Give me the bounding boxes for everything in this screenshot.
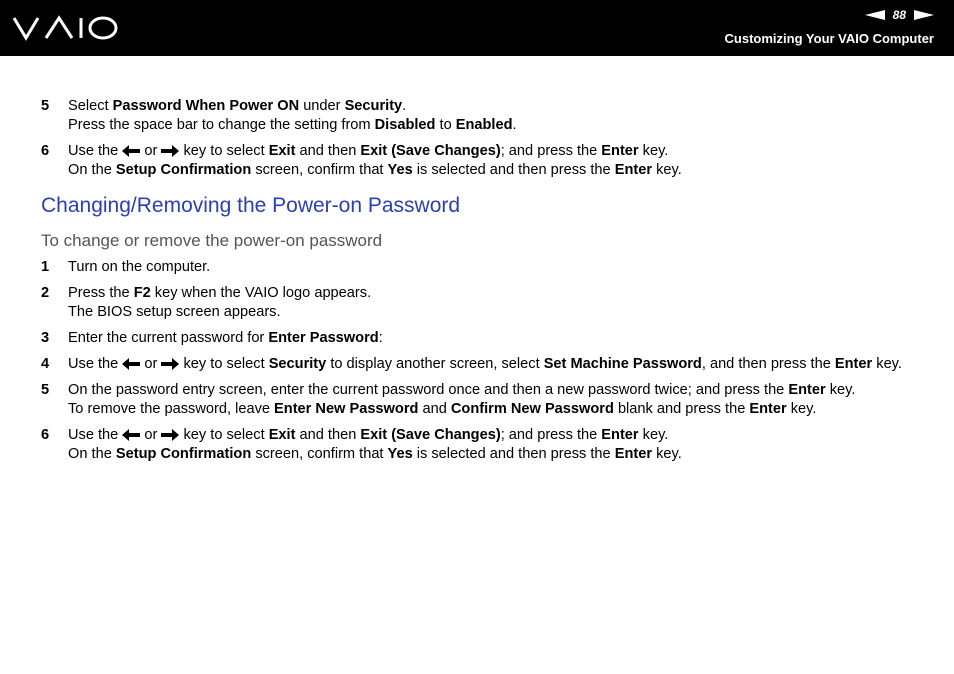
step-text-line bbox=[68, 381, 921, 400]
emphasized-term: Disabled bbox=[374, 117, 436, 133]
step-number: 6 bbox=[41, 427, 50, 443]
step-text-line bbox=[68, 329, 921, 348]
right-arrow-key-icon bbox=[161, 429, 179, 441]
text-run: key. bbox=[652, 162, 682, 178]
step-text-line bbox=[68, 355, 921, 374]
text-run: , and then press the bbox=[701, 356, 835, 372]
emphasized-term: Exit bbox=[268, 427, 296, 443]
emphasized-term: Set Machine Password bbox=[543, 356, 702, 372]
emphasized-term: Confirm New Password bbox=[450, 401, 614, 417]
previous-page-icon[interactable] bbox=[865, 10, 885, 20]
text-run: To remove the password, leave bbox=[68, 401, 275, 417]
section-heading: Changing/Removing the Power-on Password bbox=[41, 194, 461, 217]
emphasized-term: Enter bbox=[614, 446, 653, 462]
procedure-heading: To change or remove the power-on password bbox=[41, 231, 383, 250]
emphasized-term: Setup Confirmation bbox=[115, 446, 252, 462]
vaio-logo bbox=[12, 14, 120, 42]
emphasized-term: Enter bbox=[601, 143, 639, 159]
page-number: 88 bbox=[892, 8, 906, 22]
text-run: . bbox=[512, 117, 517, 133]
list-item bbox=[41, 142, 921, 180]
text-run: Use the bbox=[68, 356, 123, 372]
step-text-line bbox=[68, 116, 921, 135]
step-number: 6 bbox=[41, 143, 50, 159]
text-run: Select bbox=[68, 98, 113, 114]
emphasized-term: Enter bbox=[749, 401, 787, 417]
steps-list-a bbox=[41, 97, 921, 180]
text-run: to bbox=[435, 117, 456, 133]
emphasized-term: Enter bbox=[834, 356, 873, 372]
page-content bbox=[41, 97, 921, 471]
text-run: key when the VAIO logo appears. bbox=[150, 285, 372, 301]
list-item bbox=[41, 381, 921, 419]
step-text-line bbox=[68, 142, 921, 161]
text-run: key. bbox=[825, 382, 856, 398]
text-run: key to select bbox=[179, 356, 269, 372]
text-run: and bbox=[418, 401, 451, 417]
text-run: key. bbox=[638, 427, 669, 443]
text-run: key. bbox=[652, 446, 682, 462]
emphasized-term: Setup Confirmation bbox=[115, 162, 252, 178]
text-run: Enter the current password for bbox=[68, 330, 269, 346]
text-run: screen, confirm that bbox=[251, 162, 388, 178]
emphasized-term: Enter bbox=[788, 382, 826, 398]
list-item bbox=[41, 258, 921, 277]
text-run: Use the bbox=[68, 143, 123, 159]
step-number: 4 bbox=[41, 356, 50, 372]
step-number: 3 bbox=[41, 330, 50, 346]
emphasized-term: F2 bbox=[133, 285, 151, 301]
left-arrow-key-icon bbox=[122, 145, 140, 157]
text-run: key to select bbox=[179, 427, 269, 443]
text-run: Use the bbox=[68, 427, 123, 443]
text-run: key. bbox=[638, 143, 669, 159]
emphasized-term: Enter Password bbox=[268, 330, 379, 346]
step-text-line bbox=[68, 400, 921, 419]
text-run: key. bbox=[786, 401, 817, 417]
step-text-line bbox=[68, 284, 921, 303]
text-run: to display another screen, select bbox=[326, 356, 544, 372]
text-run: On the bbox=[68, 162, 116, 178]
emphasized-term: Yes bbox=[387, 446, 413, 462]
text-run: Turn on the computer. bbox=[68, 259, 211, 275]
right-arrow-key-icon bbox=[161, 358, 179, 370]
text-run: : bbox=[378, 330, 383, 346]
left-arrow-key-icon bbox=[122, 429, 140, 441]
step-text-line bbox=[68, 426, 921, 445]
emphasized-term: Security bbox=[344, 98, 403, 114]
list-item bbox=[41, 97, 921, 135]
step-text-line bbox=[68, 445, 921, 464]
section-title: Customizing Your VAIO Computer bbox=[724, 31, 934, 46]
text-run: Press the space bar to change the setting from bbox=[68, 117, 375, 133]
text-run: ; and press the bbox=[500, 427, 602, 443]
text-run: The BIOS setup screen appears. bbox=[68, 304, 281, 320]
emphasized-term: Password When Power ON bbox=[112, 98, 300, 114]
emphasized-term: Enter bbox=[614, 162, 653, 178]
page-navigation bbox=[865, 7, 934, 23]
text-run: is selected and then press the bbox=[412, 162, 615, 178]
right-arrow-key-icon bbox=[161, 145, 179, 157]
emphasized-term: Enter New Password bbox=[274, 401, 419, 417]
left-arrow-key-icon bbox=[122, 358, 140, 370]
text-run: ; and press the bbox=[500, 143, 602, 159]
text-run: blank and press the bbox=[613, 401, 750, 417]
step-number: 5 bbox=[41, 382, 50, 398]
step-text-line bbox=[68, 97, 921, 116]
emphasized-term: Enter bbox=[601, 427, 639, 443]
list-item bbox=[41, 355, 921, 374]
text-run: . bbox=[402, 98, 407, 114]
list-item bbox=[41, 329, 921, 348]
text-run: and then bbox=[295, 427, 361, 443]
next-page-icon[interactable] bbox=[914, 10, 934, 20]
text-run: is selected and then press the bbox=[412, 446, 615, 462]
text-run: On the bbox=[68, 446, 116, 462]
text-run: and then bbox=[295, 143, 361, 159]
list-item bbox=[41, 426, 921, 464]
text-run: Press the bbox=[68, 285, 134, 301]
step-number: 2 bbox=[41, 285, 50, 301]
step-number: 5 bbox=[41, 98, 50, 114]
text-run: key. bbox=[872, 356, 902, 372]
step-text-line bbox=[68, 258, 921, 277]
emphasized-term: Exit (Save Changes) bbox=[360, 143, 501, 159]
emphasized-term: Enabled bbox=[455, 117, 513, 133]
step-number: 1 bbox=[41, 259, 50, 275]
text-run: or bbox=[140, 427, 162, 443]
page-header bbox=[0, 0, 954, 56]
text-run: or bbox=[140, 143, 162, 159]
step-text-line bbox=[68, 303, 921, 322]
text-run: On the password entry screen, enter the current password once and then a new password twice; and press the bbox=[68, 382, 789, 398]
emphasized-term: Yes bbox=[387, 162, 413, 178]
text-run: under bbox=[299, 98, 345, 114]
text-run: screen, confirm that bbox=[251, 446, 388, 462]
emphasized-term: Exit bbox=[268, 143, 296, 159]
list-item bbox=[41, 284, 921, 322]
step-text-line bbox=[68, 161, 921, 180]
steps-list-b bbox=[41, 258, 921, 464]
text-run: key to select bbox=[179, 143, 269, 159]
text-run: or bbox=[140, 356, 162, 372]
emphasized-term: Exit (Save Changes) bbox=[360, 427, 501, 443]
emphasized-term: Security bbox=[268, 356, 327, 372]
